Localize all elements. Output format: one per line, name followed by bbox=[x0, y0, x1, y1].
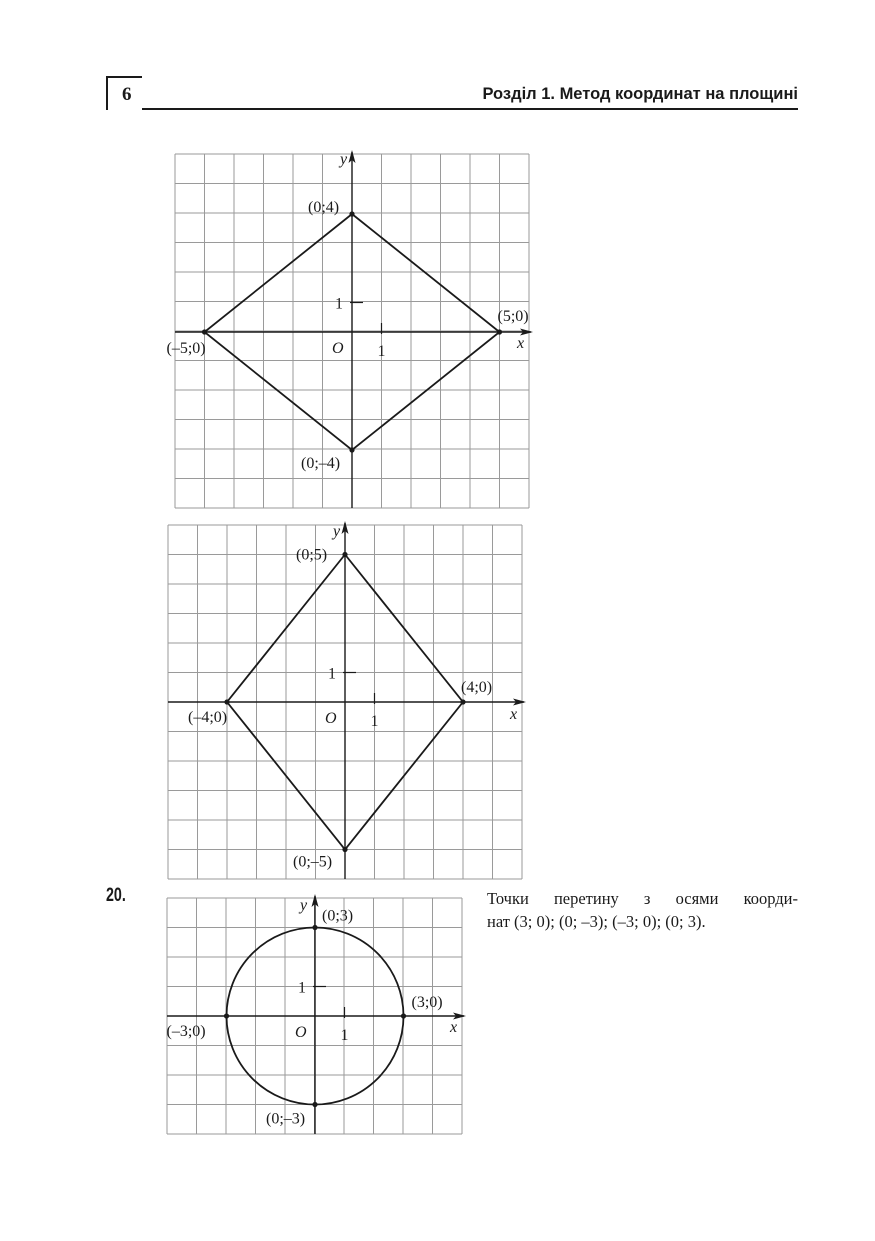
page-number: 6 bbox=[122, 84, 132, 105]
y-axis-label: y bbox=[333, 523, 341, 540]
vertex-label: (0;–3) bbox=[266, 1110, 306, 1128]
x-unit-label: 1 bbox=[377, 343, 386, 360]
answer-text bbox=[487, 887, 798, 933]
vertex-label: (3;0) bbox=[411, 994, 443, 1011]
vertex-label: (0;–5) bbox=[293, 853, 333, 871]
vertex-label: (0;4) bbox=[308, 199, 340, 216]
x-axis-label: x bbox=[450, 1019, 458, 1036]
vertex-label: (4;0) bbox=[461, 679, 493, 696]
origin-label: O bbox=[332, 340, 344, 357]
vertex-label: (5;0) bbox=[497, 308, 529, 325]
answer-line-2: нат (3; 0); (0; –3); (–3; 0); (0; 3). bbox=[487, 912, 706, 931]
x-axis-label: x bbox=[510, 706, 518, 723]
origin-label: O bbox=[325, 710, 337, 727]
vertex-point bbox=[312, 925, 317, 930]
vertex-label: (0;3) bbox=[322, 907, 354, 925]
vertex-point bbox=[401, 1013, 406, 1018]
y-axis-label: y bbox=[300, 897, 308, 914]
vertex-label: (–4;0) bbox=[188, 709, 228, 726]
origin-label: O bbox=[295, 1024, 307, 1041]
vertex-point bbox=[312, 1102, 317, 1107]
answer-line-1: Точки перетину з осями коорди- bbox=[487, 889, 798, 908]
y-axis-label: y bbox=[340, 151, 348, 168]
y-unit-label: 1 bbox=[335, 295, 343, 313]
vertex-label: (0;–4) bbox=[301, 455, 341, 472]
vertex-label: (–3;0) bbox=[166, 1023, 206, 1040]
vertex-label: (–5;0) bbox=[166, 340, 206, 357]
vertex-label: (0;5) bbox=[296, 546, 328, 564]
problem-number: 20. bbox=[106, 885, 126, 906]
x-unit-label: 1 bbox=[370, 713, 379, 730]
x-unit-label: 1 bbox=[340, 1027, 349, 1044]
y-unit-label: 1 bbox=[298, 979, 306, 997]
vertex-point bbox=[224, 1013, 229, 1018]
y-unit-label: 1 bbox=[328, 665, 336, 683]
x-axis-label: x bbox=[517, 335, 525, 352]
chapter-title: Розділ 1. Метод координат на площині bbox=[482, 85, 798, 103]
